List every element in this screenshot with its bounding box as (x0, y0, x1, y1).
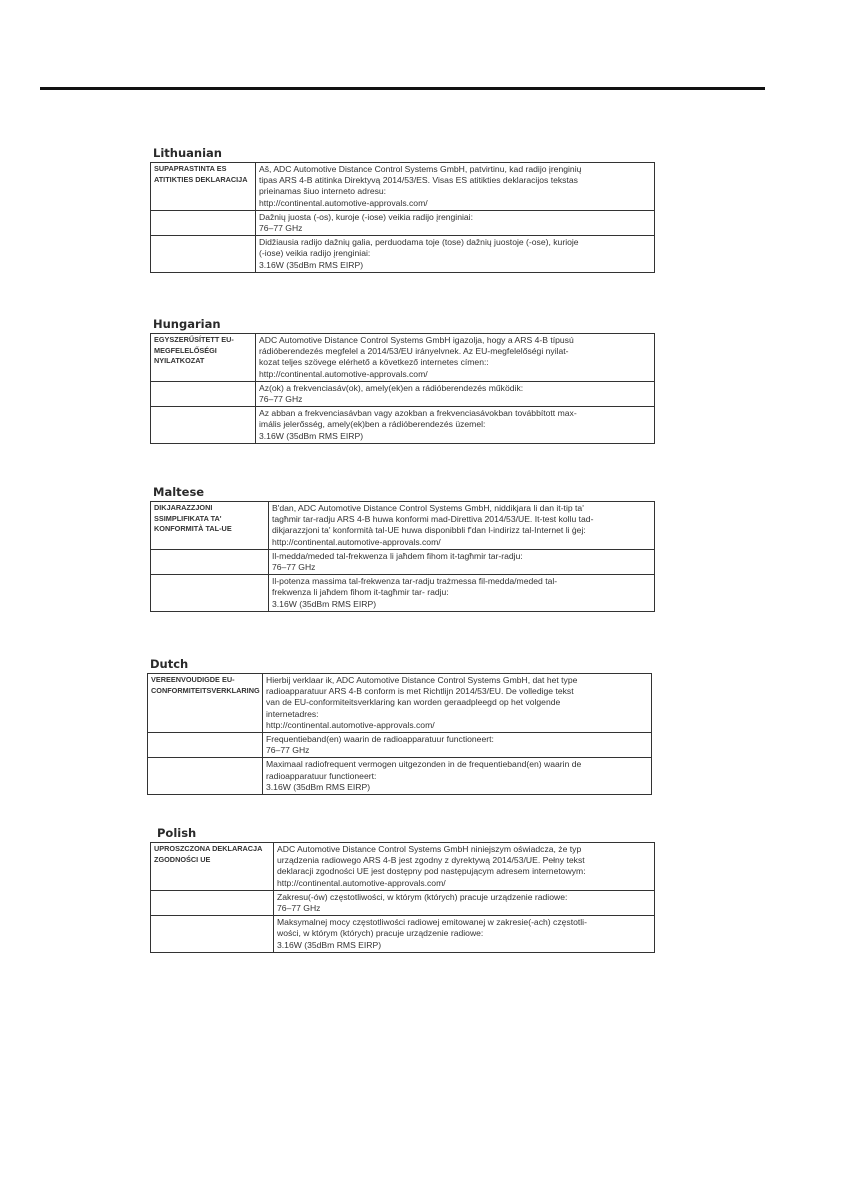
header-rule (40, 87, 765, 90)
table-row (148, 758, 652, 795)
power-value: 3.16W (35dBm RMS EIRP) (266, 781, 371, 792)
table-row (151, 407, 655, 444)
text-line: Il-medda/meded tal-frekwenza li jaħdem fihom it-tagħmir tar-radju: (272, 550, 523, 561)
text-line: Dažnių juosta (-os), kuroje (-iose) veikia radijo įrenginiai: (259, 211, 473, 222)
frequency-value: 76–77 GHz (259, 394, 303, 405)
frequency-value: 76–77 GHz (259, 223, 303, 234)
text-line: Hierbij verklaar ik, ADC Automotive Distance Control Systems GmbH, dat het type (266, 675, 578, 685)
url-line: http://continental.automotive-approvals.com/ (259, 197, 428, 208)
table-row (151, 890, 655, 915)
text-line: wości, w którym (których) pracuje urządzenie radiowe: (277, 928, 484, 939)
text-line: Aš, ADC Automotive Distance Control Systems GmbH, patvirtinu, kad radijo įrenginių (259, 164, 582, 174)
row-text (269, 575, 655, 612)
power-value: 3.16W (35dBm RMS EIRP) (259, 430, 364, 441)
row-text (256, 334, 655, 382)
url-line: http://continental.automotive-approvals.com/ (266, 719, 435, 730)
row-label (151, 916, 274, 953)
text-line: deklaracji zgodności UE jest dostępny pod następującym adresem internetowym: (277, 866, 586, 877)
text-line: dikjarazzjoni ta' konformità tal-UE huwa disponibbli f'dan l-indirizz tal-Internet li ġej: (272, 525, 586, 536)
row-text (256, 407, 655, 444)
row-text (263, 758, 652, 795)
row-label (151, 236, 256, 273)
row-label: DIKJARAZZJONI SSIMPLIFIKATA TA' KONFORMITÀ TAL-UE (151, 502, 269, 550)
declaration-table (150, 333, 655, 444)
row-label (151, 549, 269, 574)
row-text (256, 381, 655, 406)
text-line: prieinamas šiuo interneto adresu: (259, 186, 387, 197)
table-row (151, 575, 655, 612)
row-label (151, 575, 269, 612)
declaration-table (147, 673, 652, 795)
table-row (151, 236, 655, 273)
row-label (151, 381, 256, 406)
row-text (269, 502, 655, 550)
table-row (151, 916, 655, 953)
table-row (151, 843, 655, 891)
text-line: Frequentieband(en) waarin de radioapparatuur functioneert: (266, 734, 494, 745)
text-line: Zakresu(-ów) częstotliwości, w którym (których) pracuje urządzenie radiowe: (277, 891, 568, 902)
row-text (263, 674, 652, 733)
row-text (274, 843, 655, 891)
row-label (151, 407, 256, 444)
text-line: (-iose) veikia radijo įrenginiai: (259, 248, 371, 259)
table-row (151, 163, 655, 211)
text-line: tipas ARS 4-B atitinka Direktyvą 2014/53/ES. Visas ES atitikties deklaracijos tekstas (259, 175, 578, 186)
table-row (151, 549, 655, 574)
url-line: http://continental.automotive-approvals.com/ (272, 536, 441, 547)
row-label (151, 210, 256, 235)
row-text (274, 916, 655, 953)
declaration-table (150, 162, 655, 273)
row-label: EGYSZERŰSÍTETT EU-MEGFELELŐSÉGI NYILATKOZAT (151, 334, 256, 382)
power-value: 3.16W (35dBm RMS EIRP) (272, 598, 377, 609)
section-title: Lithuanian (153, 146, 222, 160)
declaration-table (150, 501, 655, 612)
text-line: urządzenia radiowego ARS 4-B jest zgodny z dyrektywą 2014/53/UE. Pełny tekst (277, 855, 585, 866)
row-text (274, 890, 655, 915)
text-line: van de EU-conformiteitsverklaring kan worden geraadpleegd op het volgende (266, 697, 561, 708)
text-line: Il-potenza massima tal-frekwenza tar-radju trażmessa fil-medda/meded tal- (272, 576, 558, 587)
section-polish (150, 826, 655, 953)
table-row (151, 381, 655, 406)
text-line: radioapparatuur functioneert: (266, 770, 377, 781)
text-line: Az abban a frekvenciasávban vagy azokban a frekvenciasávokban továbbított max- (259, 408, 577, 419)
table-row (151, 502, 655, 550)
text-line: Maksymalnej mocy częstotliwości radiowej emitowanej w zakresie(-ach) częstotli- (277, 917, 587, 928)
power-value: 3.16W (35dBm RMS EIRP) (259, 259, 364, 270)
row-label (151, 890, 274, 915)
frequency-value: 76–77 GHz (266, 745, 310, 756)
text-line: kozat teljes szövege elérhető a következő internetes címen:: (259, 357, 489, 368)
row-text (263, 733, 652, 758)
url-line: http://continental.automotive-approvals.com/ (277, 877, 446, 888)
section-title: Polish (157, 826, 197, 840)
row-label: UPROSZCZONA DEKLARACJA ZGODNOŚCI UE (151, 843, 274, 891)
section-maltese (150, 485, 655, 612)
section-title: Hungarian (153, 317, 221, 331)
row-text (269, 549, 655, 574)
row-label (148, 758, 263, 795)
text-line: ADC Automotive Distance Control Systems GmbH igazolja, hogy a ARS 4-B típusú (259, 335, 574, 345)
text-line: Az(ok) a frekvenciasáv(ok), amely(ek)en a rádióberendezés működik: (259, 382, 524, 393)
text-line: internetadres: (266, 708, 319, 719)
text-line: rádióberendezés megfelel a 2014/53/EU irányelvnek. Az EU-megfelelőségi nyilat- (259, 346, 569, 357)
row-text (256, 210, 655, 235)
text-line: ADC Automotive Distance Control Systems GmbH niniejszym oświadcza, że typ (277, 844, 582, 854)
section-title: Dutch (150, 657, 189, 671)
text-line: frekwenza li jaħdem fihom it-tagħmir tar- radju: (272, 587, 449, 598)
row-text (256, 163, 655, 211)
text-line: Didžiausia radijo dažnių galia, perduodama toje (tose) dažnių juostoje (-ose), kurioje (259, 237, 579, 248)
table-row (148, 733, 652, 758)
table-row (151, 334, 655, 382)
section-dutch (147, 657, 652, 795)
frequency-value: 76–77 GHz (277, 903, 321, 914)
power-value: 3.16W (35dBm RMS EIRP) (277, 939, 382, 950)
section-title: Maltese (153, 485, 205, 499)
declaration-table (150, 842, 655, 953)
text-line: radioapparatuur ARS 4-B conform is met Richtlijn 2014/53/EU. De volledige tekst (266, 686, 574, 697)
row-label: SUPAPRASTINTA ES ATITIKTIES DEKLARACIJA (151, 163, 256, 211)
section-hungarian (150, 317, 655, 444)
text-line: imális jelerősség, amely(ek)ben a rádióberendezés üzemel: (259, 419, 486, 430)
section-lithuanian (150, 146, 655, 273)
table-row (148, 674, 652, 733)
row-label (148, 733, 263, 758)
row-label: VEREENVOUDIGDE EU-CONFORMITEITSVERKLARING (148, 674, 263, 733)
frequency-value: 76–77 GHz (272, 562, 316, 573)
url-line: http://continental.automotive-approvals.com/ (259, 368, 428, 379)
text-line: Maximaal radiofrequent vermogen uitgezonden in de frequentieband(en) waarin de (266, 759, 582, 770)
row-text (256, 236, 655, 273)
text-line: B'dan, ADC Automotive Distance Control Systems GmbH, niddikjara li dan it-tip ta' (272, 503, 584, 513)
table-row (151, 210, 655, 235)
text-line: tagħmir tar-radju ARS 4-B huwa konformi mad-Direttiva 2014/53/UE. It-test kollu tad- (272, 514, 594, 525)
